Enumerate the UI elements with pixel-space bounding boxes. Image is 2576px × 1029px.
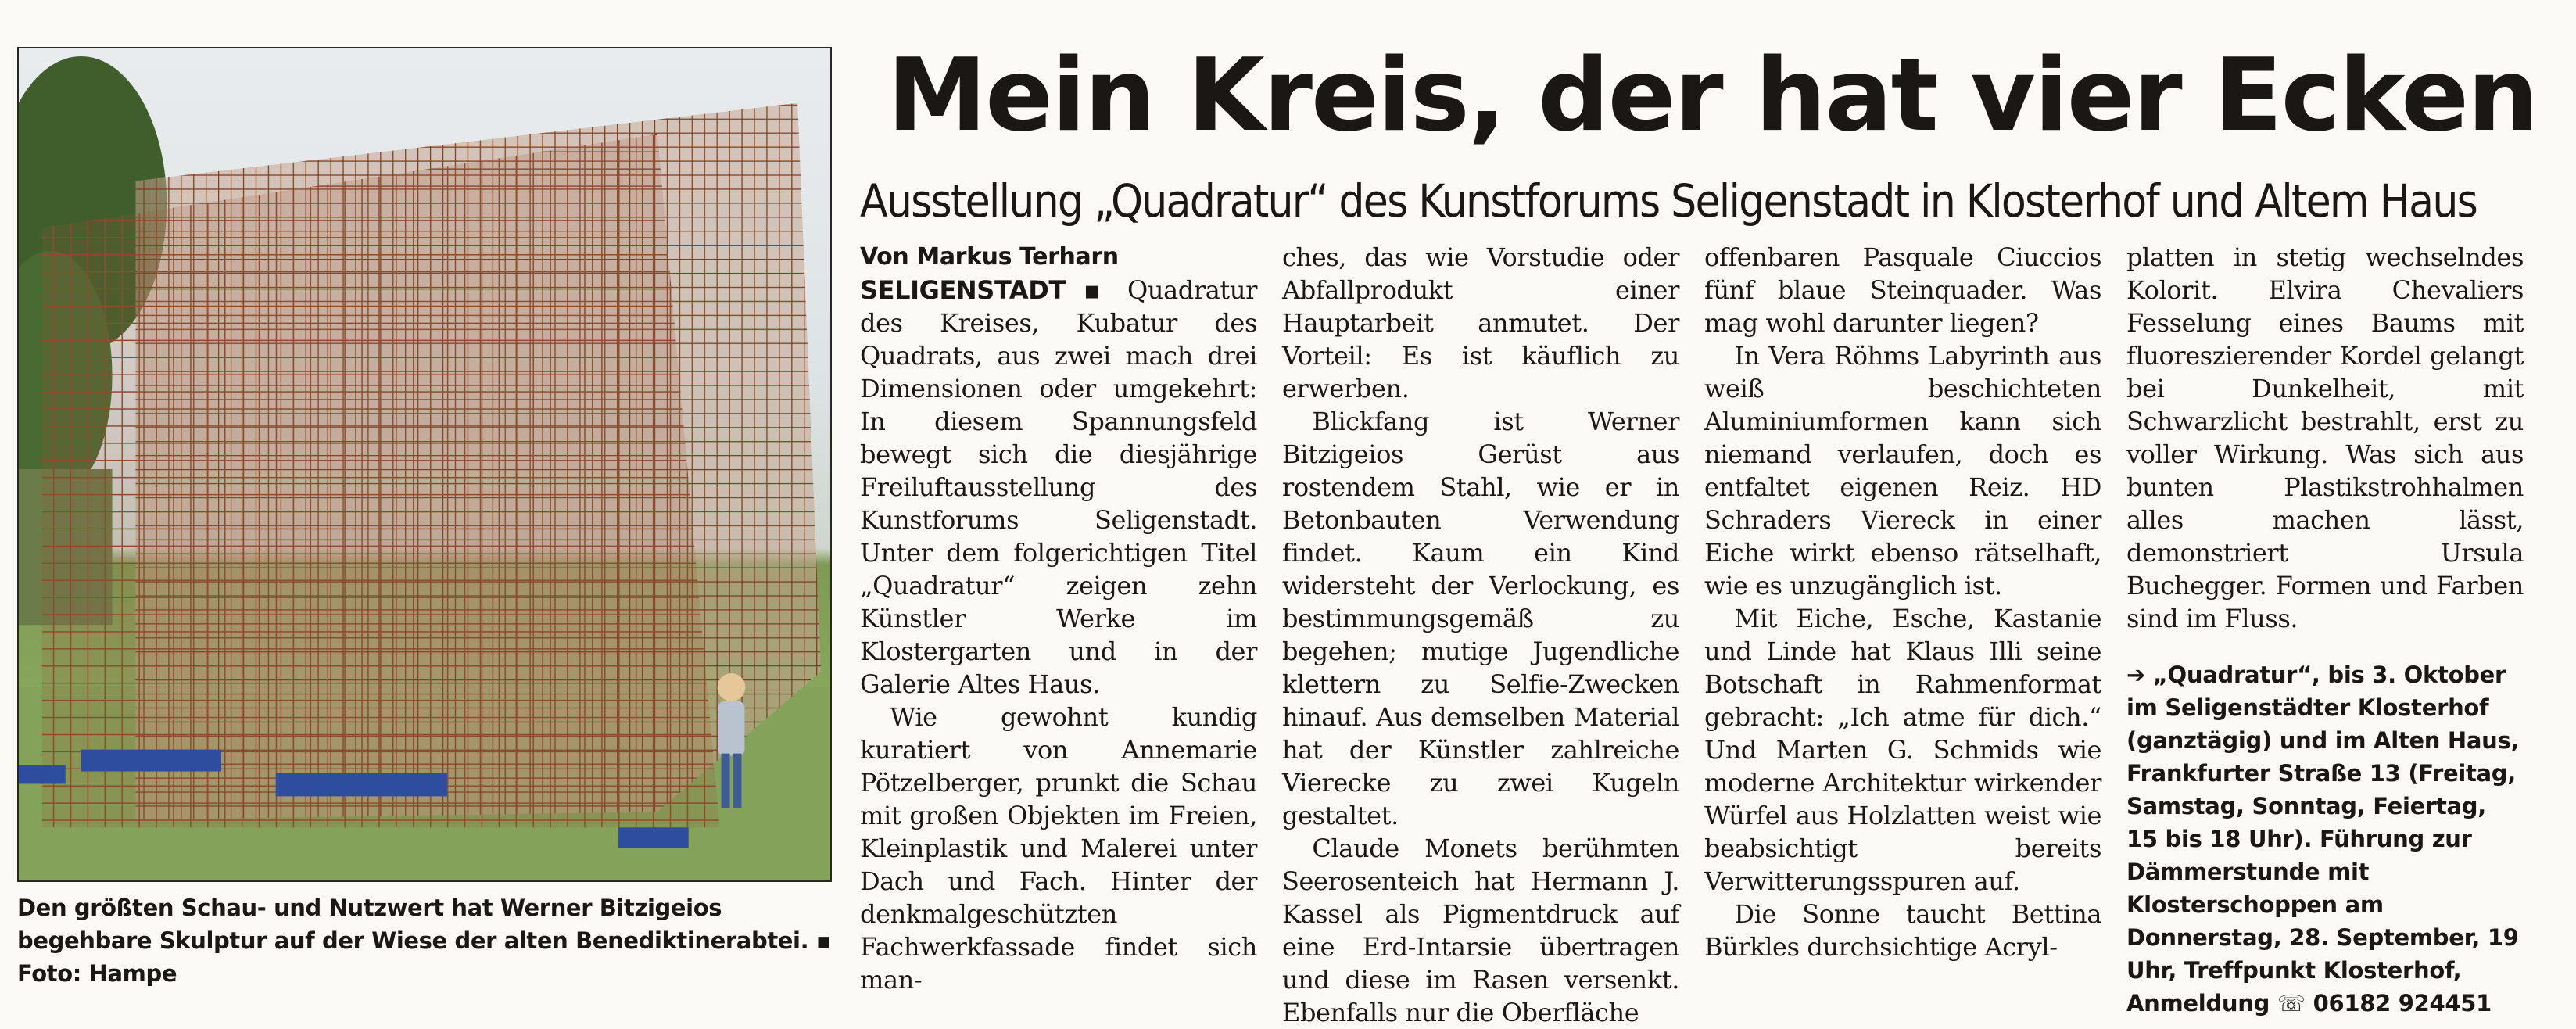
byline: Von Markus Terharn [860, 243, 1119, 271]
paragraph: Die Sonne taucht Bettina Bürkles durchsichtige Acryl- [1704, 899, 2101, 962]
article-photo [17, 47, 832, 882]
article-column-2 [1282, 241, 1679, 1029]
event-info-box [2126, 658, 2524, 1020]
rebar-sculpture-image [19, 48, 830, 880]
paragraph: In Vera Röhms Labyrinth aus weiß beschichteten Aluminiumformen kann sich niemand verlaufen, doch es entfaltet eigenen Reiz. HD Schraders Viereck in einer Eiche wirkt ebenso rätselhaft, wie es unzugänglich ist. [1704, 341, 2101, 601]
paragraph: Wie gewohnt kundig kuratiert von Annemarie Pötzelberger, prunkt die Schau mit großen Objekten im Freien, Kleinplastik und Malerei unter Dach und Fach. Hinter der denkmalgeschützten Fachwerkfassade findet sich man- [860, 702, 1257, 995]
dateline: SELIGENSTADT ▪ [860, 275, 1110, 305]
headline: Mein Kreis, der hat vier Ecken [887, 38, 2538, 154]
photo-credit: ▪ Foto: Hampe [17, 927, 832, 987]
paragraph [860, 274, 1257, 701]
paragraph: Blickfang ist Werner Bitzigeios Gerüst aus rostendem Stahl, wie er in Betonbauten Verwendung findet. Kaum ein Kind widersteht der Verlockung, es bestimmungsgemäß zu begehen; mutige Jugendliche klettern zu Selfie-Zwecken hinauf. Aus demselben Material hat der Künstler zahlreiche Vierecke zu zwei Kugeln gestaltet. [1282, 407, 1679, 830]
paragraph-text: Quadratur des Kreises, Kubatur des Quadrats, aus zwei mach drei Dimensionen oder umgekehrt: In diesem Spannungsfeld bewegt sich die diesjährige Freiluftausstellung des Kunstforums Seligenstadt. Unter dem folgerichtigen Titel „Quadratur“ zeigen zehn Künstler Werke im Klostergarten und in der Galerie Altes Haus. [860, 275, 1257, 699]
paragraph: Mit Eiche, Esche, Kastanie und Linde hat Klaus Illi seine Botschaft in Rahmenformat gebracht: „Ich atme für dich.“ Und Marten G. Schmids wie moderne Architektur wirkender Würfel aus Holzlatten weist wie beabsichtigt bereits Verwitterungsspuren auf. [1704, 604, 2101, 896]
caption-text: Den größten Schau- und Nutzwert hat Werner Bitzigeios begehbare Skulptur auf der Wiese der alten Benediktinerabtei. [17, 895, 809, 954]
article-column-1 [860, 241, 1257, 996]
paragraph: platten in stetig wechselndes Kolorit. Elvira Chevaliers Fesselung eines Baums mit fluoreszierender Kordel gelangt bei Dunkelheit, mit Schwarzlicht bestrahlt, erst zu voller Wirkung. Was sich aus bunten Plastikstrohhalmen alles machen lässt, demonstriert Ursula Buchegger. Formen und Farben sind im Fluss. [2126, 242, 2524, 633]
phone-icon: ☏ [2277, 990, 2306, 1016]
article-column-3 [1704, 241, 2101, 963]
arrow-icon: ➔ [2126, 662, 2145, 688]
phone-number: 06182 924451 [2313, 990, 2492, 1016]
article-column-4 [2126, 241, 2524, 1020]
subheadline: Ausstellung „Quadratur“ des Kunstforums Seligenstadt in Klosterhof und Altem Haus [860, 174, 2477, 228]
paragraph: Claude Monets berühmten Seerosenteich hat Hermann J. Kassel als Pigmentdruck auf eine Erd-Intarsie übertragen und diese im Rasen versenkt. Ebenfalls nur die Oberfläche [1282, 834, 1679, 1027]
event-info-text: „Quadratur“, bis 3. Oktober im Seligenstädter Klosterhof (ganztägig) und im Alten Haus, Frankfurter Straße 13 (Freitag, Samstag, Sonntag, Feiertag, 15 bis 18 Uhr). Führung zur Dämmerstunde mit Klosterschoppen am Donnerstag, 28. September, 19 Uhr, Treffpunkt Klosterhof, Anmeldung [2126, 662, 2520, 1016]
paragraph: ches, das wie Vorstudie oder Abfallprodukt einer Hauptarbeit anmutet. Der Vorteil: Es ist käuflich zu erwerben. [1282, 242, 1679, 403]
paragraph: offenbaren Pasquale Ciuccios fünf blaue Steinquader. Was mag wohl darunter liegen? [1704, 242, 2101, 338]
photo-caption [17, 891, 838, 990]
